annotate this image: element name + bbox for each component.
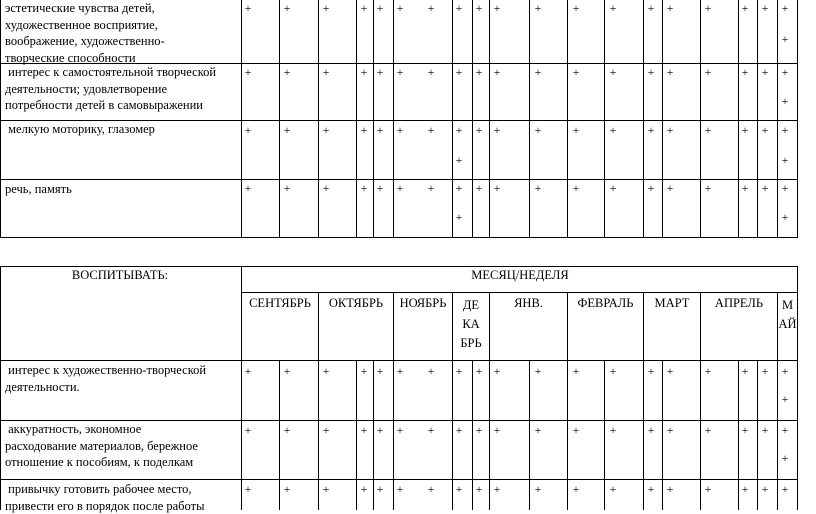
bottom-row-2-label — [5, 421, 198, 471]
plus-mark: + — [492, 365, 502, 377]
plus-mark: + — [243, 365, 253, 377]
plus-mark: + — [571, 365, 581, 377]
plus-mark: + — [359, 124, 369, 136]
plus-mark: + — [646, 66, 656, 78]
plus-mark: + — [359, 66, 369, 78]
label-line: творческие способности — [5, 50, 165, 67]
plus-mark: + — [321, 483, 331, 495]
plus-mark: + — [282, 483, 292, 495]
plus-mark: + — [454, 483, 464, 495]
plus-mark: + — [426, 124, 436, 136]
label-line: расходование материалов, бережное — [5, 438, 198, 455]
plus-mark: + — [533, 424, 543, 436]
plus-mark: + — [665, 124, 675, 136]
label-line: отношение к пособиям, к поделкам — [5, 454, 198, 471]
plus-mark: + — [454, 66, 464, 78]
plus-mark: + — [780, 124, 790, 136]
plus-mark: + — [454, 182, 464, 194]
label-line: эстетические чувства детей, — [5, 0, 165, 17]
plus-mark: + — [282, 182, 292, 194]
plus-mark: + — [740, 124, 750, 136]
plus-mark: + — [665, 365, 675, 377]
plus-mark: + — [375, 124, 385, 136]
plus-mark: + — [321, 424, 331, 436]
plus-mark: + — [740, 2, 750, 14]
plus-mark: + — [375, 2, 385, 14]
plus-mark: + — [454, 211, 464, 223]
plus-mark: + — [780, 66, 790, 78]
plus-mark: + — [533, 365, 543, 377]
plus-mark: + — [665, 2, 675, 14]
plus-mark: + — [492, 182, 502, 194]
plus-mark: + — [454, 424, 464, 436]
plus-mark: + — [665, 66, 675, 78]
month-line: СЕНТЯБРЬ — [242, 296, 318, 311]
plus-mark: + — [608, 424, 618, 436]
plus-mark: + — [780, 182, 790, 194]
plus-mark: + — [608, 66, 618, 78]
plus-mark: + — [454, 2, 464, 14]
plus-mark: + — [780, 154, 790, 166]
plus-mark: + — [426, 182, 436, 194]
month-march — [644, 296, 700, 311]
plus-mark: + — [454, 154, 464, 166]
label-line: деятельности. — [5, 379, 206, 396]
month-february — [568, 296, 643, 311]
plus-mark: + — [571, 66, 581, 78]
plus-mark: + — [375, 182, 385, 194]
plus-mark: + — [395, 483, 405, 495]
label-line: деятельности; удовлетворение — [5, 81, 216, 98]
month-line: АЙ — [778, 315, 797, 334]
plus-mark: + — [571, 2, 581, 14]
plus-mark: + — [780, 95, 790, 107]
month-line: ДЕ — [453, 296, 489, 315]
plus-mark: + — [474, 66, 484, 78]
plus-mark: + — [359, 424, 369, 436]
plus-mark: + — [282, 424, 292, 436]
plus-mark: + — [740, 182, 750, 194]
plus-mark: + — [359, 365, 369, 377]
plus-mark: + — [321, 182, 331, 194]
plus-mark: + — [760, 66, 770, 78]
plus-mark: + — [395, 365, 405, 377]
top-row-1-label — [5, 0, 165, 66]
label-line: интерес к художественно-творческой — [5, 362, 206, 379]
plus-mark: + — [646, 124, 656, 136]
month-line: НОЯБРЬ — [394, 296, 452, 311]
plus-mark: + — [454, 365, 464, 377]
plus-mark: + — [375, 365, 385, 377]
plus-mark: + — [282, 365, 292, 377]
plus-mark: + — [474, 182, 484, 194]
label-line: интерес к самостоятельной творческой — [5, 64, 216, 81]
month-september — [242, 296, 318, 311]
plus-mark: + — [740, 66, 750, 78]
top-row-4-label — [5, 181, 72, 198]
label-line: воображение, художественно- — [5, 33, 165, 50]
plus-mark: + — [703, 2, 713, 14]
month-october — [319, 296, 393, 311]
plus-mark: + — [740, 424, 750, 436]
plus-mark: + — [665, 182, 675, 194]
label-line: потребности детей в самовыражении — [5, 97, 216, 114]
plus-mark: + — [492, 66, 502, 78]
plus-mark: + — [426, 483, 436, 495]
plus-mark: + — [703, 483, 713, 495]
plus-mark: + — [426, 365, 436, 377]
plus-mark: + — [703, 365, 713, 377]
month-may — [778, 296, 797, 334]
plus-mark: + — [608, 483, 618, 495]
plus-mark: + — [282, 2, 292, 14]
label-line: привычку готовить рабочее место, — [5, 481, 204, 498]
plus-mark: + — [492, 124, 502, 136]
plus-mark: + — [426, 66, 436, 78]
plus-mark: + — [646, 424, 656, 436]
plus-mark: + — [780, 211, 790, 223]
label-line: речь, память — [5, 181, 72, 198]
plus-mark: + — [571, 124, 581, 136]
plus-mark: + — [359, 483, 369, 495]
plus-mark: + — [571, 182, 581, 194]
label-line: аккуратность, экономное — [5, 421, 198, 438]
plus-mark: + — [571, 483, 581, 495]
month-line: АПРЕЛЬ — [701, 296, 777, 311]
plus-mark: + — [359, 182, 369, 194]
plus-mark: + — [454, 124, 464, 136]
plus-mark: + — [426, 2, 436, 14]
bottom-row-3-label — [5, 481, 204, 514]
plus-mark: + — [282, 124, 292, 136]
month-line: ЯНВ. — [490, 296, 567, 311]
plus-mark: + — [760, 483, 770, 495]
plus-mark: + — [608, 365, 618, 377]
plus-mark: + — [533, 66, 543, 78]
plus-mark: + — [780, 483, 790, 495]
plus-mark: + — [780, 2, 790, 14]
plus-mark: + — [243, 424, 253, 436]
plus-mark: + — [646, 483, 656, 495]
plus-mark: + — [395, 124, 405, 136]
plus-mark: + — [533, 182, 543, 194]
plus-mark: + — [474, 424, 484, 436]
plus-mark: + — [243, 2, 253, 14]
top-row-3-label — [5, 121, 155, 138]
top-row-2-label — [5, 64, 216, 114]
plus-mark: + — [665, 424, 675, 436]
plus-mark: + — [533, 2, 543, 14]
plus-mark: + — [426, 424, 436, 436]
plus-mark: + — [780, 452, 790, 464]
month-line: МАРТ — [644, 296, 700, 311]
plus-mark: + — [703, 424, 713, 436]
plus-mark: + — [321, 365, 331, 377]
plus-mark: + — [282, 66, 292, 78]
plus-mark: + — [760, 124, 770, 136]
plus-mark: + — [395, 424, 405, 436]
plus-mark: + — [780, 424, 790, 436]
label-line: привести его в порядок после работы — [5, 498, 204, 514]
plus-mark: + — [571, 424, 581, 436]
plus-mark: + — [703, 182, 713, 194]
plus-mark: + — [533, 483, 543, 495]
plus-mark: + — [608, 182, 618, 194]
plus-mark: + — [243, 483, 253, 495]
plus-mark: + — [395, 2, 405, 14]
month-line: ОКТЯБРЬ — [319, 296, 393, 311]
plus-mark: + — [474, 365, 484, 377]
month-december — [453, 296, 489, 353]
month-november — [394, 296, 452, 311]
plus-mark: + — [395, 182, 405, 194]
plus-mark: + — [780, 33, 790, 45]
plus-mark: + — [646, 2, 656, 14]
plus-mark: + — [321, 66, 331, 78]
plus-mark: + — [395, 66, 405, 78]
label-line: мелкую моторику, глазомер — [5, 121, 155, 138]
plus-mark: + — [359, 2, 369, 14]
month-january — [490, 296, 567, 311]
month-line: КА — [453, 315, 489, 334]
plus-mark: + — [375, 483, 385, 495]
plus-mark: + — [375, 424, 385, 436]
plus-mark: + — [760, 365, 770, 377]
plus-mark: + — [321, 2, 331, 14]
plus-mark: + — [740, 365, 750, 377]
plus-mark: + — [646, 182, 656, 194]
plus-mark: + — [474, 2, 484, 14]
plus-mark: + — [760, 182, 770, 194]
month-line: ФЕВРАЛЬ — [568, 296, 643, 311]
plus-mark: + — [780, 393, 790, 405]
plus-mark: + — [703, 124, 713, 136]
plus-mark: + — [243, 66, 253, 78]
plus-mark: + — [492, 2, 502, 14]
plus-mark: + — [474, 483, 484, 495]
plus-mark: + — [703, 66, 713, 78]
plus-mark: + — [375, 66, 385, 78]
plus-mark: + — [740, 483, 750, 495]
vospityvat-header: ВОСПИТЫВАТЬ: — [60, 268, 180, 283]
plus-mark: + — [608, 2, 618, 14]
plus-mark: + — [474, 124, 484, 136]
plus-mark: + — [665, 483, 675, 495]
plus-mark: + — [321, 124, 331, 136]
month-april — [701, 296, 777, 311]
plus-mark: + — [760, 424, 770, 436]
plus-mark: + — [646, 365, 656, 377]
plus-mark: + — [608, 124, 618, 136]
plus-mark: + — [533, 124, 543, 136]
month-line: БРЬ — [453, 334, 489, 353]
plus-mark: + — [492, 483, 502, 495]
plus-mark: + — [243, 124, 253, 136]
plus-mark: + — [492, 424, 502, 436]
label-line: художественное восприятие, — [5, 17, 165, 34]
bottom-row-1-label — [5, 362, 206, 395]
month-line: М — [778, 296, 797, 315]
month-week-title: МЕСЯЦ/НЕДЕЛЯ — [460, 268, 580, 283]
plus-mark: + — [760, 2, 770, 14]
plus-mark: + — [243, 182, 253, 194]
plus-mark: + — [780, 365, 790, 377]
